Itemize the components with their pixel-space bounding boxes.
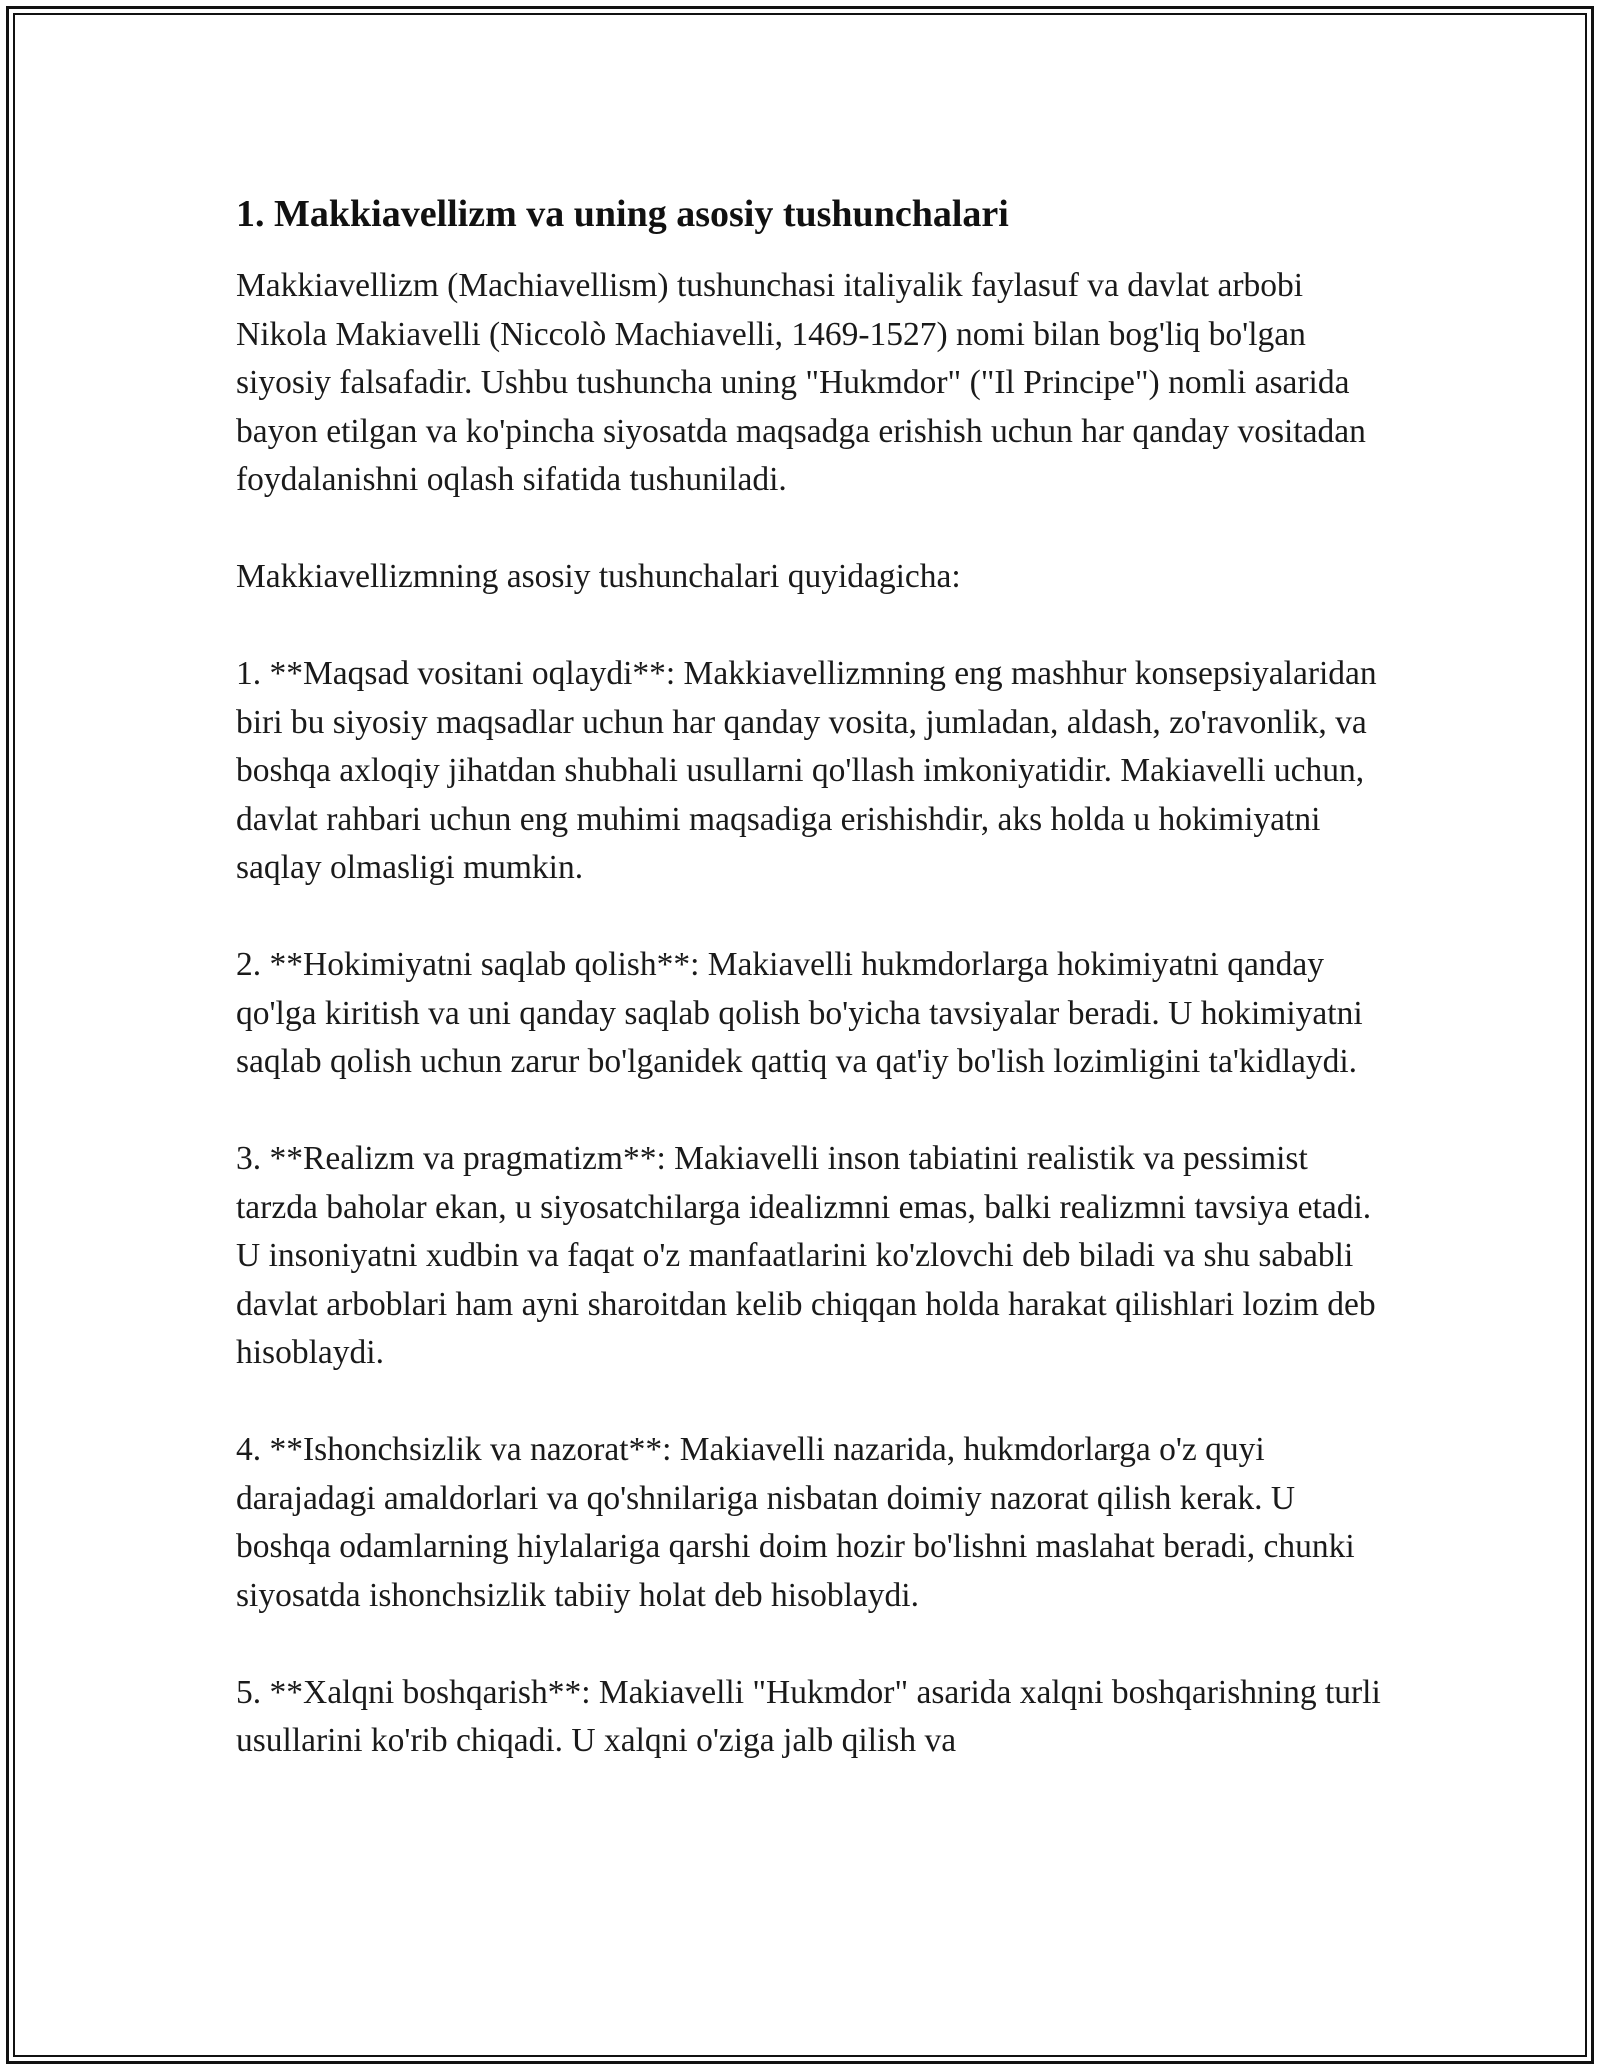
list-item-2: 2. **Hokimiyatni saqlab qolish**: Makiavelli hukmdorlarga hokimiyatni qanday qo'lga kiritish va uni qanday saqlab qolish bo'yicha tavsiyalar beradi. U hokimiyatni saqlab qolish uchun zarur bo'lganidek qattiq va qat'iy bo'lish lozimligini ta'kidlaydi. [236, 946, 1363, 1080]
section-heading: 1. Makkiavellizm va uning asosiy tushunchalari [236, 193, 1009, 235]
list-item-3: 3. **Realizm va pragmatizm**: Makiavelli inson tabiatini realistik va pessimist tarzda baholar ekan, u siyosatchilarga idealizmni emas, balki realizmni tavsiya etadi. U insoniyatni xudbin va faqat o'z manfaatlarini ko'zlovchi deb biladi va shu sababli davlat arboblari ham ayni sharoitdan kelib chiqqan holda harakat qilishlari lozim deb hisoblaydi. [236, 1140, 1376, 1371]
list-intro-paragraph: Makkiavellizmning asosiy tushunchalari quyidagicha: [236, 558, 961, 595]
list-item-5: 5. **Xalqni boshqarish**: Makiavelli "Hukmdor" asarida xalqni boshqarishning turli usullarini ko'rib chiqadi. U xalqni o'ziga jalb qilish va [236, 1673, 1381, 1759]
document-body [236, 186, 1386, 1766]
list-item-1: 1. **Maqsad vositani oqlaydi**: Makkiavellizmning eng mashhur konsepsiyalaridan biri bu siyosiy maqsadlar uchun har qanday vosita, jumladan, aldash, zo'ravonlik, va boshqa axloqiy jihatdan shubhali usullarni qo'llash imkoniyatidir. Makiavelli uchun, davlat rahbari uchun eng muhimi maqsadiga erishishdir, aks holda u hokimiyatni saqlay olmasligi mumkin. [236, 655, 1377, 886]
list-item-4: 4. **Ishonchsizlik va nazorat**: Makiavelli nazarida, hukmdorlarga o'z quyi darajadagi amaldorlari va qo'shnilariga nisbatan doimiy nazorat qilish kerak. U boshqa odamlarning hiylalariga qarshi doim hozir bo'lishni maslahat beradi, chunki siyosatda ishonchsizlik tabiiy holat deb hisoblaydi. [236, 1431, 1355, 1614]
intro-paragraph: Makkiavellizm (Machiavellism) tushunchasi italiyalik faylasuf va davlat arbobi Nikola Makiavelli (Niccolò Machiavelli, 1469-1527) nomi bilan bog'liq bo'lgan siyosiy falsafadir. Ushbu tushuncha uning "Hukmdor" ("Il Principe") nomli asarida bayon etilgan va ko'pincha siyosatda maqsadga erishish uchun har qanday vositadan foydalanishni oqlash sifatida tushuniladi. [236, 267, 1366, 498]
